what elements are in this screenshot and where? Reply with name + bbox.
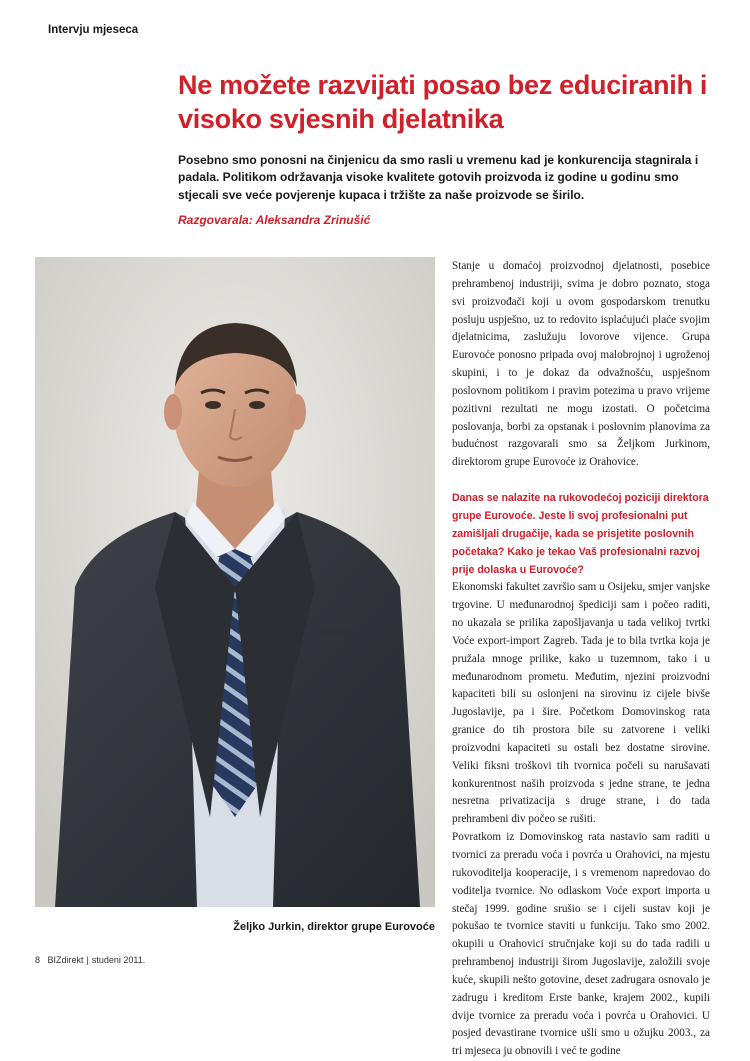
interview-answer: Povratkom iz Domovinskog rata nastavio sam raditi u tvornici za preradu voća i povrća u Orahovici, na mjestu rukovoditelja kooperacije, i s vremenom napredovao do voditelja tvornice. No odlaskom Voće export importa u stečaj 1999. godine srušio se i cijeli sustav koji je pokušao te tvornice staviti u funkciju. Tako smo 2002. okupili u Orahovici stručnjake koji su do tada radili u prehrambenoj industriji širom Jugoslavije, založili svoje kuće, skupili nešto gotovine, deset zadrugara osnovalo je zadrugu i kreditom Erste banke, krajem 2002., kupili dvije tvornice za preradu voća i povrća u Orahovici. U posjed devastirane tvornice ušli smo u ožujku 2003., za tri mjeseca ju obnovili i već te godine <box>452 831 710 1058</box>
footer-separator: | <box>86 955 89 965</box>
interview-answer: Ekonomski fakultet završio sam u Osijeku, smjer vanjske trgovine. U međunarodnoj špediciji sam i počeo raditi, no ukazala se prilika zapošljavanja u tada velikoj tvrtki Voće export-import Zagreb. Tada je to bila tvrtka koja je pružala mnoge prilike, kako u tuzemnom, tako i u međunarodnom prometu. Međutim, njezini proizvodni kapaciteti bili su oslonjeni na sirovinu iz cijele bivše Jugoslavije, pa i šire. Početkom Domovinskog rata granice do tih prostora bile su zatvorene i veliki proizvodni kapaciteti su ostali bez dostatne sirovine. Veliki fiksni troškovi tih tvornica počeli su narušavati konkurentnost naših proizvoda s jedne strane, te jedna nesretna privatizacija s druge strane, i do tada prehrambeni div počeo se rušiti. <box>452 581 710 826</box>
article-body <box>452 258 710 1061</box>
portrait-photo-icon <box>35 257 435 907</box>
section-label: Intervju mjeseca <box>48 24 139 36</box>
page-number: 8 <box>35 955 41 965</box>
article-headline: Ne možete razvijati posao bez educiranih i visoko svjesnih djelatnika <box>178 70 708 134</box>
photo-caption: Željko Jurkin, direktor grupe Eurovoće <box>233 921 435 933</box>
page-footer <box>35 955 145 965</box>
article-lead: Posebno smo ponosni na činjenicu da smo rasli u vremenu kad je konkurencija stagnirala i padala. Politikom održavanja visoke kvalitete gotovih proizvoda iz godine u godinu smo stjecali sve veće povjerenje kupaca i tržište za naše proizvode se širilo. <box>178 153 699 202</box>
issue-date: studeni 2011. <box>91 955 146 965</box>
portrait-photo <box>35 257 435 907</box>
article-intro: Stanje u domaćoj proizvodnoj djelatnosti, posebice prehrambenoj industriji, svima je dobro poznato, stoga svi proizvođači koji u ovom gospodarskom trenutku posluju uspješno, uz to redovito isplaćujući plaće svojim djelatnicima, zaslužuju lovorove vijence. Grupa Eurovoće ponosno pripada ovoj malobrojnoj i ugroženoj skupini, i to je dokaz da odvažnošću, uspješnom poslovnom politikom i pravim potezima u pravo vrijeme pozitivni rezultati ne mogu izostati. O početcima poslovanja, borbi za opstanak i poslovnim planovima za budućnost razgovarali smo sa Željkom Jurkinom, direktorom grupe Eurovoće iz Orahovice. <box>452 260 710 469</box>
magazine-name: BIZdirekt <box>47 955 84 965</box>
interview-question: Danas se nalazite na rukovodećoj poziciji direktora grupe Eurovoće. Jeste li svoj profesionalni put zamišljali drugačije, kada se prisjetite poslovnih početaka? Kako je tekao Vaš profesionalni razvoj prije dolaska u Eurovoće? <box>452 492 709 576</box>
article-byline: Razgovarala: Aleksandra Zrinušić <box>178 213 371 227</box>
